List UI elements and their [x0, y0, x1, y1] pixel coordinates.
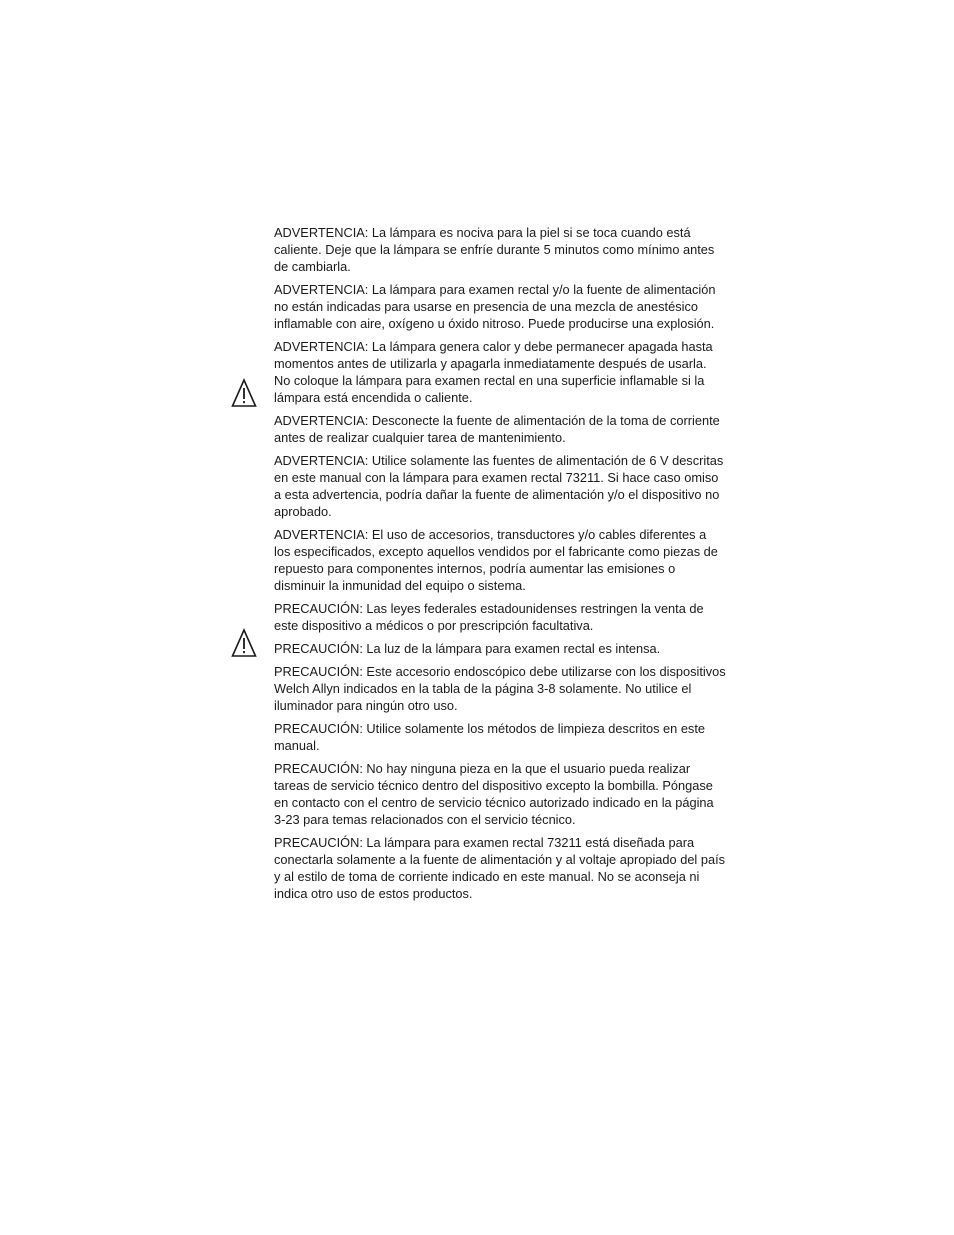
caution-paragraph: PRECAUCIÓN: La luz de la lámpara para examen rectal es intensa.	[274, 641, 661, 656]
caution-paragraph: PRECAUCIÓN: Utilice solamente los métodos de limpieza descritos en este manual.	[274, 721, 706, 753]
warning-paragraph: ADVERTENCIA: Desconecte la fuente de alimentación de la toma de corriente antes de realizar cualquier tarea de mantenimiento.	[274, 413, 720, 445]
warning-triangle-icon	[231, 378, 257, 408]
warning-paragraph: ADVERTENCIA: Utilice solamente las fuentes de alimentación de 6 V descritas en este manual con la lámpara para examen rectal 73211. Si hace caso omiso a esta advertencia, podría dañar la fuente de alimentación y/o el dispositivo no aprobado.	[274, 453, 724, 519]
caution-paragraph: PRECAUCIÓN: No hay ninguna pieza en la que el usuario pueda realizar tareas de servicio técnico dentro del dispositivo excepto la bombilla. Póngase en contacto con el centro de servicio técnico autorizado indicado en la página 3-23 para temas relacionados con el servicio técnico.	[274, 761, 714, 827]
caution-paragraph: PRECAUCIÓN: La lámpara para examen rectal 73211 está diseñada para conectarla solamente a la fuente de alimentación y al voltaje apropiado del país y al estilo de toma de corriente indicado en este manual. No se aconseja ni indica otro uso de estos productos.	[274, 835, 726, 901]
warning-paragraph: ADVERTENCIA: La lámpara genera calor y debe permanecer apagada hasta momentos antes de utilizarla y apagarla inmediatamente después de usarla. No coloque la lámpara para examen rectal en una superficie inflamable si la lámpara está encendida o caliente.	[274, 339, 713, 405]
safety-notices	[274, 224, 726, 908]
caution-paragraph: PRECAUCIÓN: Las leyes federales estadounidenses restringen la venta de este dispositivo a médicos o por prescripción facultativa.	[274, 601, 704, 633]
caution-triangle-icon	[231, 628, 257, 658]
warning-paragraph: ADVERTENCIA: La lámpara para examen rectal y/o la fuente de alimentación no están indicadas para usarse en presencia de una mezcla de anestésico inflamable con aire, oxígeno u óxido nitroso. Puede producirse una explosión.	[274, 282, 716, 331]
warning-paragraph: ADVERTENCIA: La lámpara es nociva para la piel si se toca cuando está caliente. Deje que la lámpara se enfríe durante 5 minutos como mínimo antes de cambiarla.	[274, 225, 715, 274]
caution-paragraph: PRECAUCIÓN: Este accesorio endoscópico debe utilizarse con los dispositivos Welch Allyn indicados en la tabla de la página 3-8 solamente. No utilice el iluminador para ningún otro uso.	[274, 664, 726, 713]
warning-paragraph: ADVERTENCIA: El uso de accesorios, transductores y/o cables diferentes a los especificados, excepto aquellos vendidos por el fabricante como piezas de repuesto para componentes internos, podría aumentar las emisiones o disminuir la inmunidad del equipo o sistema.	[274, 527, 718, 593]
